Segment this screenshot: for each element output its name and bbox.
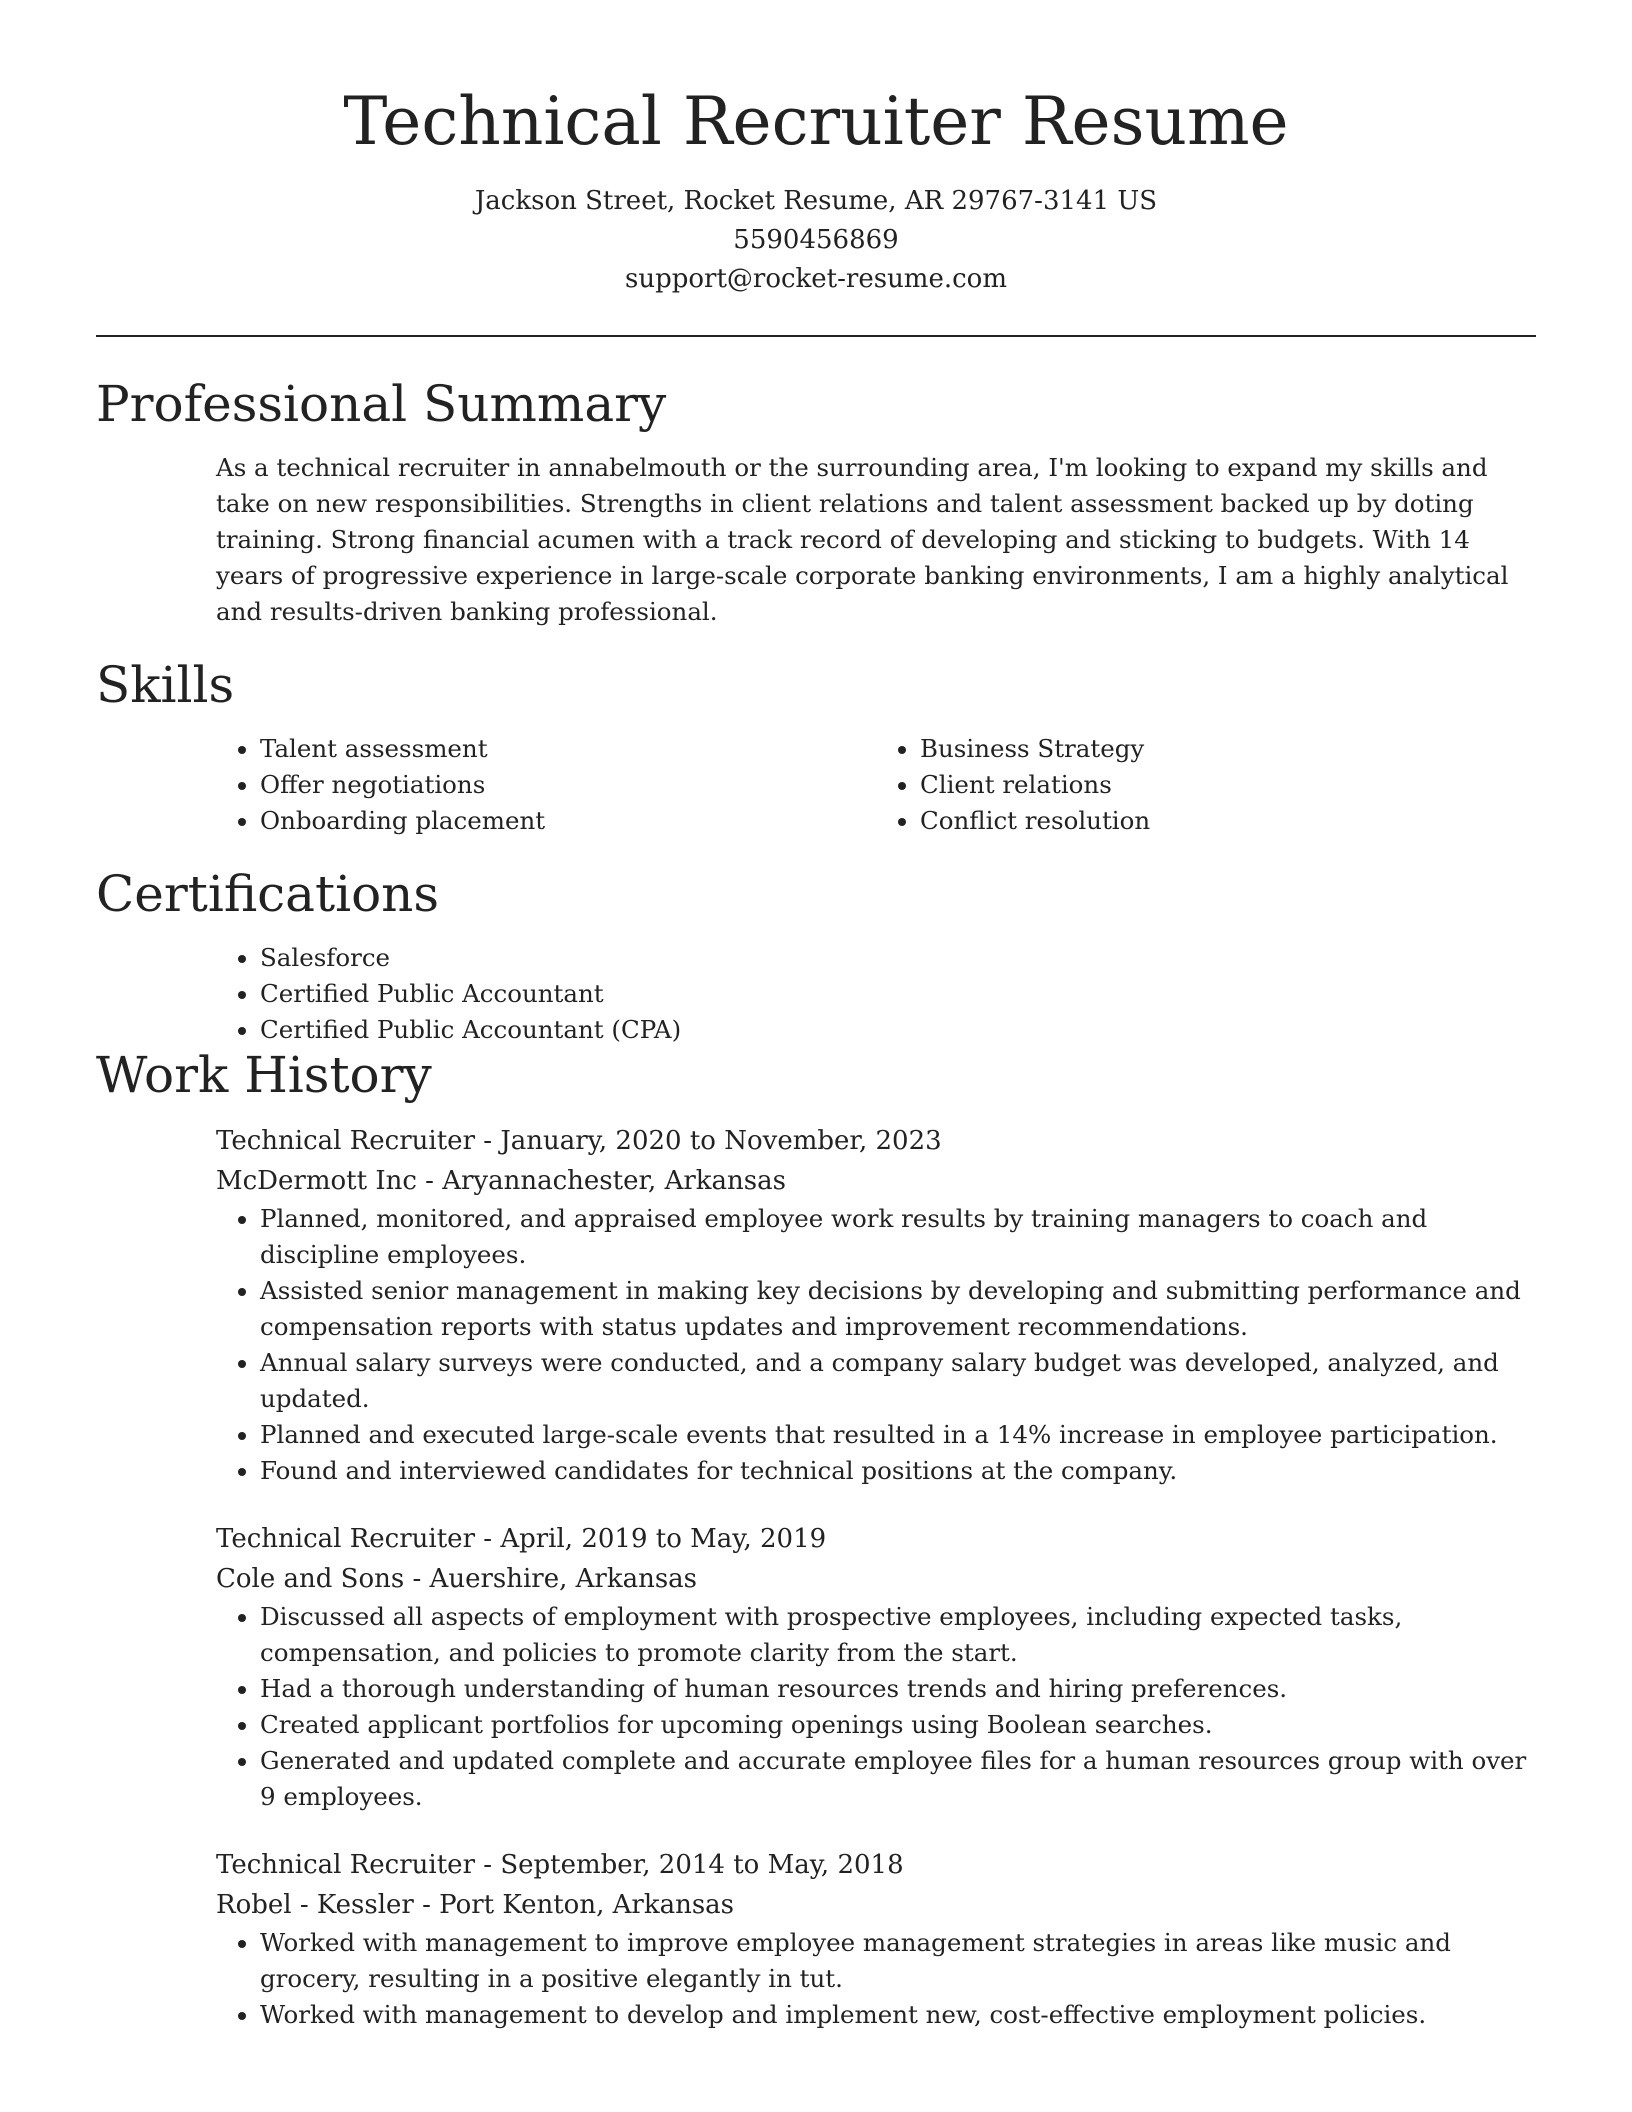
work-history-section (96, 1045, 1536, 2033)
professional-summary-section (96, 374, 1536, 630)
summary-text: As a technical recruiter in annabelmouth or the surrounding area, I'm looking to expand my skills and take on new responsibilities. Strengths in client relations and talent assessment backed up by doting training. Strong financial acumen with a track record of developing and sticking to budgets. With 14 years of progressive experience in large-scale corporate banking environments, I am a highly analytical and results-driven banking professional. (216, 452, 1509, 626)
job-dates: - January, 2020 to November, 2023 (475, 1125, 942, 1156)
job-company-line (216, 1161, 1536, 1201)
job-duty: • Found and interviewed candidates for technical positions at the company. (260, 1453, 1536, 1489)
skill-item: • Client relations (920, 767, 1536, 803)
job-duty: • Had a thorough understanding of human resources trends and hiring preferences. (260, 1671, 1536, 1707)
work-history-heading: Work History (96, 1045, 432, 1104)
job-location: - Auershire, Arkansas (404, 1563, 698, 1594)
certification-item: • Certified Public Accountant (260, 976, 1536, 1012)
certifications-list (216, 940, 1536, 1048)
job-title-line (216, 1845, 1536, 1885)
contact-phone: 5590456869 (733, 224, 899, 255)
job-duty: • Generated and updated complete and accurate employee files for a human resources group with over 9 employees. (260, 1743, 1536, 1815)
job-duty: • Planned, monitored, and appraised employee work results by training managers to coach and discipline employees. (260, 1201, 1536, 1273)
job-duty: • Annual salary surveys were conducted, and a company salary budget was developed, analyzed, and updated. (260, 1345, 1536, 1417)
skill-item: • Talent assessment (260, 731, 876, 767)
skills-section (96, 655, 1536, 839)
document-title: Technical Recruiter Resume (343, 83, 1289, 160)
job-entry (216, 1519, 1536, 1815)
job-duty: • Worked with management to improve employee management strategies in areas like music and grocery, resulting in a positive elegantly in tut. (260, 1925, 1536, 1997)
resume-header (96, 0, 1536, 299)
skills-list-right (876, 731, 1536, 839)
resume-page (96, 0, 1536, 2063)
header-divider (96, 335, 1536, 337)
job-location: - Port Kenton, Arkansas (413, 1889, 735, 1920)
summary-heading: Professional Summary (96, 374, 667, 433)
job-duty: • Worked with management to develop and implement new, cost-effective employment policies. (260, 1997, 1536, 2033)
job-title-line (216, 1121, 1536, 1161)
skill-item: • Onboarding placement (260, 803, 876, 839)
job-company: Robel - Kessler (216, 1889, 414, 1920)
job-duty: • Planned and executed large-scale events that resulted in a 14% increase in employee participation. (260, 1417, 1536, 1453)
contact-email: support@rocket-resume.com (624, 263, 1007, 294)
skills-heading: Skills (96, 655, 235, 714)
certification-item: • Certified Public Accountant (CPA) (260, 1012, 1536, 1048)
skill-item: • Conflict resolution (920, 803, 1536, 839)
job-company-line (216, 1559, 1536, 1599)
job-entry (216, 1845, 1536, 2033)
contact-address: Jackson Street, Rocket Resume, AR 29767-3141 US (474, 185, 1158, 216)
certifications-heading: Certifications (96, 864, 440, 923)
job-duty: • Assisted senior management in making key decisions by developing and submitting performance and compensation reports with status updates and improvement recommendations. (260, 1273, 1536, 1345)
certification-item: • Salesforce (260, 940, 1536, 976)
job-duties-list (216, 1599, 1536, 1815)
job-title-line (216, 1519, 1536, 1559)
job-duties-list (216, 1925, 1536, 2033)
job-title: Technical Recruiter (216, 1849, 475, 1880)
job-dates: - September, 2014 to May, 2018 (475, 1849, 904, 1880)
job-company: Cole and Sons (216, 1563, 405, 1594)
job-company: McDermott Inc (216, 1165, 417, 1196)
job-company-line (216, 1885, 1536, 1925)
job-title: Technical Recruiter (216, 1523, 475, 1554)
job-duty: • Created applicant portfolios for upcoming openings using Boolean searches. (260, 1707, 1536, 1743)
skills-list-left (216, 731, 876, 839)
job-title: Technical Recruiter (216, 1125, 475, 1156)
skill-item: • Offer negotiations (260, 767, 876, 803)
job-location: - Aryannachester, Arkansas (416, 1165, 786, 1196)
job-dates: - April, 2019 to May, 2019 (475, 1523, 827, 1554)
skills-grid (216, 731, 1536, 839)
job-duties-list (216, 1201, 1536, 1489)
job-entry (216, 1121, 1536, 1489)
job-duty: • Discussed all aspects of employment with prospective employees, including expected tasks, compensation, and policies to promote clarity from the start. (260, 1599, 1536, 1671)
skill-item: • Business Strategy (920, 731, 1536, 767)
certifications-section (96, 864, 1536, 1048)
